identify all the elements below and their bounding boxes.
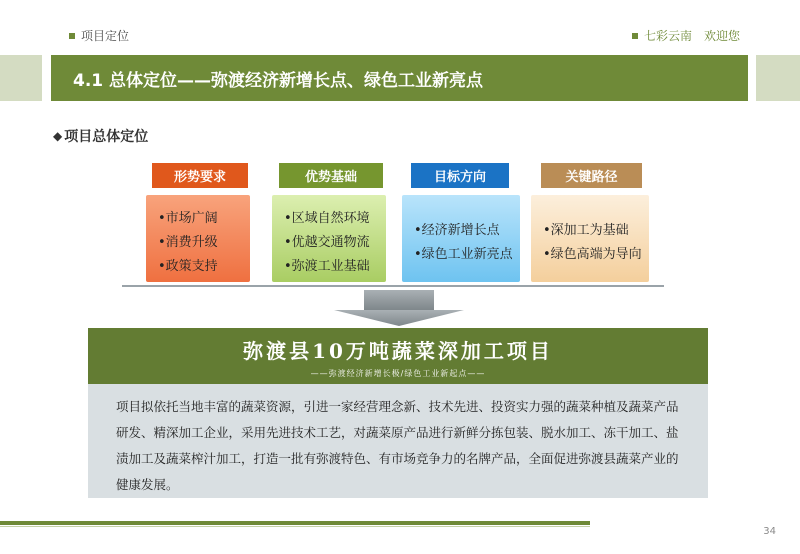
category-box-situation [146, 195, 250, 282]
category-item: •优越交通物流 [284, 234, 370, 250]
category-box-advantages [272, 195, 386, 282]
category-header-label: 形势要求 [173, 170, 226, 185]
page-title: 4.1 总体定位——弥渡经济新增长点、绿色工业新亮点 [73, 70, 484, 91]
category-header-label: 关键路径 [565, 170, 618, 185]
category-item: •区域自然环境 [284, 210, 370, 226]
diamond-bullet-icon: ◆ [53, 129, 63, 143]
category-item: •消费升级 [158, 234, 218, 250]
project-subtitle: ——弥渡经济新增长极/绿色工业新起点—— [310, 369, 486, 378]
section-label-text: 项目定位 [81, 29, 130, 43]
category-box-path [531, 195, 649, 282]
category-header-label: 目标方向 [433, 170, 486, 185]
category-item: •绿色工业新亮点 [414, 246, 513, 262]
footer-accent-line [0, 521, 590, 525]
category-header-path [541, 163, 642, 188]
category-item: •政策支持 [158, 258, 218, 274]
project-title: 弥渡县10万吨蔬菜深加工项目 [243, 339, 553, 363]
category-item: •经济新增长点 [414, 222, 500, 238]
footer-thin-line [0, 526, 590, 527]
brand-label [632, 27, 740, 44]
square-bullet-icon [632, 33, 638, 39]
category-item: •市场广阔 [158, 210, 218, 226]
brand-label-text: 七彩云南 欢迎您 [643, 29, 740, 43]
category-item: •深加工为基础 [543, 222, 629, 238]
square-bullet-icon [69, 33, 75, 39]
category-header-label: 优势基础 [304, 170, 357, 185]
category-item: •弥渡工业基础 [284, 258, 370, 274]
left-decor-block [0, 55, 42, 101]
divider-line [122, 285, 664, 287]
project-banner [88, 328, 708, 384]
category-box-goals [402, 195, 520, 282]
category-header-goals [411, 163, 509, 188]
section-heading-text: 项目总体定位 [64, 129, 149, 145]
page-number: 34 [763, 526, 776, 537]
section-label [69, 27, 129, 44]
category-header-situation [152, 163, 248, 188]
category-item: •绿色高端为导向 [543, 246, 642, 262]
title-bar [51, 55, 748, 101]
down-arrow-icon [334, 290, 464, 326]
project-description: 项目拟依托当地丰富的蔬菜资源，引进一家经营理念新、技术先进、投资实力强的蔬菜种植及蔬菜产品研发、精深加工企业，采用先进技术工艺，对蔬菜原产品进行新鲜分拣包装、脱水加工、冻干加工、盐渍加工及蔬菜榨汁加工，打造一批有弥渡特色、有市场竞争力的名牌产品，全面促进弥渡县蔬菜产业的健康发展。 [88, 384, 708, 498]
right-decor-block [756, 55, 800, 101]
section-heading [53, 126, 148, 146]
category-header-advantages [279, 163, 383, 188]
